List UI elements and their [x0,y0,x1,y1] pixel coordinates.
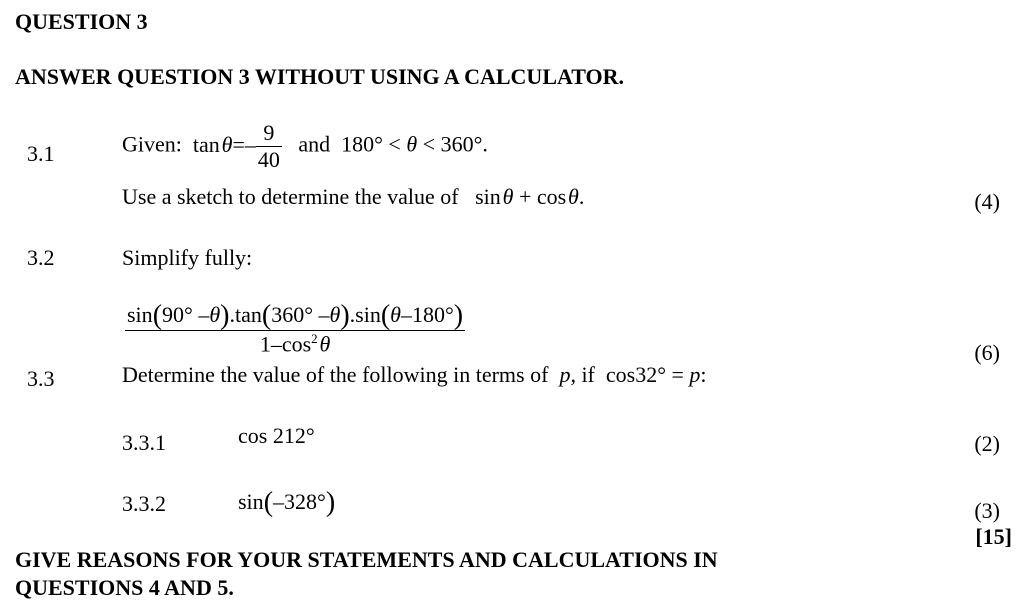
sin-text-332: sin [238,489,264,514]
simplify-expression [125,298,465,357]
arg-1: 90° – [162,302,210,327]
close-paren-3: ) [453,300,464,331]
close-paren-2: ) [340,300,350,331]
question-3-1-sketch [122,184,584,210]
question-number-3-2: 3.2 [27,245,55,270]
question-number-3-1: 3.1 [27,141,55,166]
theta-symbol-sin: θ [502,184,514,209]
sin-text: sin [475,184,501,209]
question-3-3-text [122,362,707,388]
simplify-numerator [125,298,465,330]
marks-3-1: (4) [974,189,1000,214]
question-number-3-3-2: 3.3.2 [122,491,166,516]
open-paren-332: ( [263,487,274,518]
fraction-9-40 [256,120,282,173]
cos-212-expression: cos 212° [238,423,315,448]
if-text: , if [570,362,595,387]
and-text: and [298,131,331,157]
simplify-text: Simplify fully: [122,245,253,270]
sketch-text: Use a sketch to determine the value of [122,184,459,209]
theta-symbol-cos: θ [568,184,579,209]
close-paren-332: ) [325,487,336,518]
marks-3-3-2: (3) [974,498,1000,523]
period: . [578,184,585,209]
colon: : [700,362,707,387]
tan-expression [192,120,287,172]
fraction-denominator: 40 [257,147,280,172]
footer-line-1: GIVE REASONS FOR YOUR STATEMENTS AND CALCULATIONS IN [15,547,718,572]
question-3-1-given [122,120,488,173]
question-number-3-3-1: 3.3.1 [122,430,166,455]
theta-arg-3: θ [390,302,401,327]
sin-3: .sin [349,302,381,327]
theta-symbol: θ [221,131,233,157]
question-heading: QUESTION 3 [15,9,148,34]
determine-text: Determine the value of the following in terms of [122,362,549,387]
plus-cos-text: + cos [518,184,567,209]
question-number-3-3: 3.3 [27,366,55,391]
range-right: < 360°. [422,131,488,157]
open-paren-2: ( [261,300,272,331]
theta-arg-2: θ [329,302,341,327]
open-paren-3: ( [380,300,391,331]
marks-3-3-1: (2) [974,431,1000,456]
instruction: ANSWER QUESTION 3 WITHOUT USING A CALCULATOR. [15,64,625,89]
denominator-cos: 1–cos [259,331,312,357]
tan-text: tan [192,131,220,157]
equals-negative: =– [232,131,256,157]
arg-2: 360° – [271,302,330,327]
tan-2: .tan [229,302,262,327]
open-paren-1: ( [152,300,163,331]
fraction-numerator: 9 [263,120,275,145]
simplify-denominator [125,330,465,357]
total-marks: [15] [975,524,1012,549]
theta-arg-1: θ [209,302,221,327]
arg-3: –180° [400,302,454,327]
given-label: Given: [122,131,182,157]
theta-denominator: θ [319,331,331,357]
arg-332: –328° [273,489,326,514]
sin-328-expression [238,485,335,517]
marks-3-2: (6) [974,340,1000,365]
simplify-fraction [125,298,465,357]
footer-line-2: QUESTIONS 4 AND 5. [15,575,234,600]
p-variable: p [559,362,571,387]
cos32-text: cos32° = [605,362,684,387]
range-left: 180° < [341,131,401,157]
close-paren-1: ) [220,300,230,331]
theta-symbol-range: θ [406,131,418,157]
sin-1: sin [127,302,153,327]
exponent-2: 2 [311,331,318,346]
p-variable-2: p [689,362,701,387]
